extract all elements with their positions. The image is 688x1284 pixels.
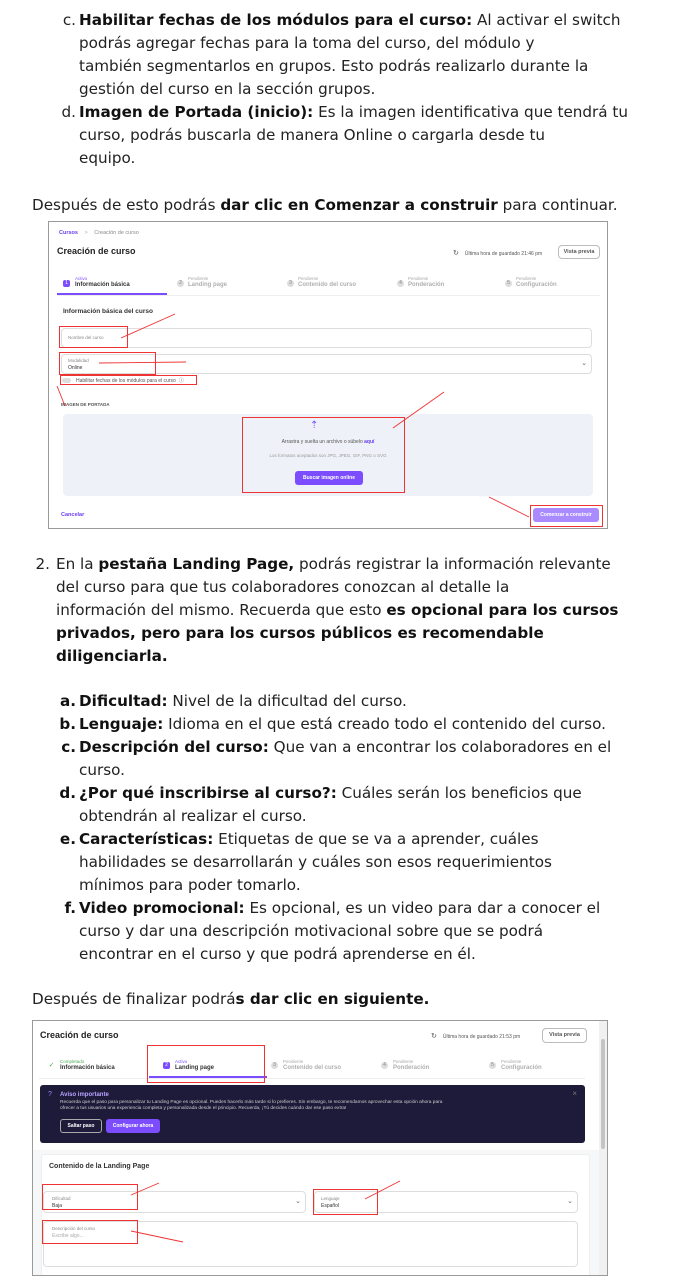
- check-icon: ✓: [48, 1062, 55, 1069]
- item-text: equipo.: [79, 149, 136, 167]
- item-title: Lenguaje:: [79, 715, 164, 733]
- save-time: Última hora de guardado 21:46 pm: [464, 251, 543, 257]
- tab-basic-info[interactable]: [39, 1049, 149, 1078]
- save-time: Última hora de guardado 21:53 pm: [442, 1034, 521, 1040]
- para-text: para continuar.: [497, 196, 618, 214]
- screenshot-landing-page: [32, 1020, 608, 1276]
- item-text: del curso para que tus colaboradores conozcan al detalle la: [56, 578, 510, 596]
- save-status: [453, 249, 542, 257]
- scrollbar[interactable]: [599, 1021, 607, 1276]
- tab-weighting[interactable]: [377, 1049, 487, 1078]
- section-title: Información básica del curso: [63, 308, 153, 315]
- switch-label: Habilitar fechas de los módulos para el curso: [76, 377, 176, 384]
- tab-status: Pendiente: [516, 276, 537, 281]
- modality-value: Online: [68, 365, 83, 371]
- para-text: Después de esto podrás: [32, 196, 221, 214]
- tab-basic-info[interactable]: [57, 268, 167, 295]
- item-text: también segmentarlos en grupos. Esto podrás realizarlo durante la: [79, 57, 589, 75]
- difficulty-value: Baja: [52, 1203, 63, 1209]
- paragraph-after-top: [32, 194, 618, 217]
- description-placeholder: Escribe algo...: [52, 1233, 84, 1239]
- item-text: gestión del curso en la sección grupos.: [79, 80, 376, 98]
- item-text: podrás agregar fechas para la toma del curso, del módulo y: [79, 34, 535, 52]
- annotation-box: [313, 1189, 378, 1215]
- info-icon: ⓘ: [178, 378, 184, 384]
- cover-label: IMAGEN DE PORTADA: [61, 402, 110, 407]
- item-text: habilidades se desarrollarán y cuáles son esos requerimientos: [79, 853, 552, 871]
- tab-course-content[interactable]: [267, 1049, 377, 1078]
- item-text: Nivel de la dificultad del curso.: [172, 692, 407, 710]
- list-marker: a.: [59, 692, 76, 710]
- difficulty-label: Dificultad: [52, 1196, 71, 1201]
- item-text: Es opcional, es un video para dar a conocer el: [249, 899, 601, 917]
- refresh-icon: ↻: [431, 1033, 437, 1040]
- tab-configuration[interactable]: [487, 1049, 585, 1078]
- refresh-icon: ↻: [453, 250, 459, 257]
- tab-status: Pendiente: [283, 1059, 304, 1064]
- tab-name: Información básica: [75, 282, 130, 288]
- tab-status: Pendiente: [501, 1059, 522, 1064]
- paragraph-after-bottom: [32, 988, 429, 1011]
- chevron-down-icon: ⌄: [581, 360, 587, 367]
- language-value: Español: [321, 1203, 340, 1209]
- item-text: curso y dar una descripción motivacional sobre que se podrá: [79, 922, 544, 940]
- item-text: información del mismo. Recuerda que esto: [56, 601, 387, 619]
- item-text: Etiquetas de que se va a aprender, cuáles: [218, 830, 539, 848]
- tab-name: Configuración: [516, 282, 557, 288]
- annotation-box: [59, 326, 128, 348]
- item-title: Dificultad:: [79, 692, 168, 710]
- tab-number: 5: [505, 280, 512, 287]
- item-text: En la: [56, 555, 99, 573]
- tab-name: Ponderación: [408, 282, 445, 288]
- page-title: Creación de curso: [40, 1030, 119, 1040]
- scrollbar-thumb[interactable]: [601, 1039, 605, 1149]
- para-bold: s dar clic en siguiente.: [235, 990, 430, 1008]
- list-marker: c.: [62, 11, 76, 29]
- tab-status: Completado: [60, 1059, 85, 1064]
- tab-name: Contenido del curso: [283, 1065, 342, 1071]
- tab-number: 1: [63, 280, 70, 287]
- item-bold: diligenciarla.: [56, 647, 168, 665]
- list-marker: 2.: [35, 555, 50, 573]
- item-title: ¿Por qué inscribirse al curso?:: [79, 784, 337, 802]
- notice-banner: [40, 1085, 585, 1143]
- tab-bar: [57, 268, 600, 296]
- item-title: Descripción del curso:: [79, 738, 269, 756]
- annotation-box: [530, 505, 603, 527]
- item-text: Que van a encontrar los colaboradores en el: [273, 738, 612, 756]
- notice-title: Aviso importante: [60, 1092, 109, 1098]
- list-marker: d.: [61, 103, 76, 121]
- tab-name: Información básica: [60, 1065, 115, 1071]
- item-title: Imagen de Portada (inicio):: [79, 103, 314, 121]
- list-marker: e.: [59, 830, 76, 848]
- item-text: curso, podrás buscarla de manera Online o cargarla desde tu: [79, 126, 546, 144]
- annotation-box: [60, 375, 197, 385]
- tab-status: Activo: [175, 1059, 188, 1064]
- item-bold: pestaña Landing Page,: [98, 555, 295, 573]
- item-text: Es la imagen identificativa que tendrá tu: [318, 103, 629, 121]
- item-bold: es opcional para los cursos: [386, 601, 619, 619]
- chevron-down-icon: ⌄: [295, 1198, 301, 1205]
- item-text: obtendrán al realizar el curso.: [79, 807, 307, 825]
- tab-name: Landing page: [188, 282, 227, 288]
- item-text: Al activar el switch: [477, 11, 621, 29]
- tab-number: 2: [163, 1062, 170, 1069]
- item-text: Cuáles serán los beneficios que: [341, 784, 582, 802]
- search-online-image-button[interactable]: Buscar imagen online: [295, 471, 363, 485]
- course-name-label: Nombre del curso: [68, 335, 104, 340]
- item-text: curso.: [79, 761, 125, 779]
- list-marker: c.: [61, 738, 76, 756]
- tab-course-content[interactable]: [277, 268, 387, 295]
- breadcrumb-sep: >: [84, 230, 88, 236]
- tab-name: Contenido del curso: [298, 282, 357, 288]
- preview-button[interactable]: Vista previa: [542, 1028, 587, 1043]
- save-status: [431, 1032, 520, 1040]
- item-title: Habilitar fechas de los módulos para el curso:: [79, 11, 473, 29]
- tab-status: Activo: [75, 276, 88, 281]
- annotation-box: [59, 352, 156, 375]
- notice-text: [60, 1100, 570, 1112]
- para-bold: dar clic en Comenzar a construir: [220, 196, 498, 214]
- tab-name: Landing page: [175, 1065, 214, 1071]
- notice-line: ofrecer a tus usuarios una experiencia completa y personalizada desde el principio. Recuerda, ¡Tú decides cuándo dar ese paso extra!: [60, 1106, 347, 1111]
- formats-text: Los formatos aceptados son JPG, JPEG, GIF, PNG o SVG: [269, 453, 387, 458]
- question-icon: ?: [48, 1091, 52, 1098]
- item-text: encontrar en el curso y que podrá aprenderse en él.: [79, 945, 476, 963]
- close-icon[interactable]: ×: [572, 1089, 577, 1098]
- language-label: Lenguaje: [321, 1196, 340, 1201]
- para-text: Después de finalizar podrá: [32, 990, 236, 1008]
- skip-step-button[interactable]: Saltar paso: [60, 1119, 102, 1133]
- tab-status: Pendiente: [188, 276, 209, 281]
- tab-landing-page[interactable]: [167, 268, 277, 295]
- breadcrumb: [59, 230, 139, 236]
- item-text: podrás registrar la información relevante: [294, 555, 611, 573]
- upload-link[interactable]: aquí: [364, 439, 375, 445]
- breadcrumb-root[interactable]: Cursos: [59, 230, 78, 236]
- section-title: Contenido de la Landing Page: [49, 1163, 150, 1170]
- list-marker: d.: [59, 784, 76, 802]
- tab-status: Pendiente: [408, 276, 429, 281]
- annotation-box: [42, 1184, 138, 1210]
- cancel-link[interactable]: Cancelar: [61, 512, 85, 518]
- tab-weighting[interactable]: [387, 268, 497, 295]
- item-title: Video promocional:: [79, 899, 245, 917]
- upload-cloud-icon: ⇡: [310, 420, 319, 431]
- screenshot-course-creation: [48, 221, 608, 529]
- tab-status: Pendiente: [298, 276, 319, 281]
- tab-status: Pendiente: [393, 1059, 414, 1064]
- drop-instruction: Arrastra y suelta un archivo o súbelo: [281, 439, 363, 445]
- notice-line: Recuerda que el paso para personalizar tu Landing Page es opcional. Puedes hacerlo más tarde si lo prefieres. Sin embargo, te recomendamos aprovechar esta opción ahora para: [60, 1100, 443, 1105]
- annotation-box: [242, 417, 405, 493]
- page-title: Creación de curso: [57, 246, 136, 256]
- chevron-down-icon: ⌄: [567, 1198, 573, 1205]
- modality-label: Modalidad: [68, 358, 89, 363]
- annotation-box: [147, 1045, 265, 1083]
- tab-name: Configuración: [501, 1065, 542, 1071]
- item-bold: privados, pero para los cursos públicos es recomendable: [56, 624, 544, 642]
- course-name-input[interactable]: [61, 328, 592, 348]
- list-marker: b.: [59, 715, 76, 733]
- tab-name: Ponderación: [393, 1065, 430, 1071]
- start-building-button[interactable]: Comenzar a construir: [533, 508, 599, 522]
- item-title: Características:: [79, 830, 214, 848]
- preview-button[interactable]: Vista previa: [558, 245, 600, 259]
- tab-number: 5: [489, 1062, 496, 1069]
- tab-number: 2: [177, 280, 184, 287]
- tab-number: 3: [287, 280, 294, 287]
- configure-now-button[interactable]: Configurar ahora: [106, 1119, 160, 1133]
- tab-configuration[interactable]: [497, 268, 600, 295]
- list-marker: f.: [64, 899, 76, 917]
- item-text: mínimos para poder tomarlo.: [79, 876, 301, 894]
- breadcrumb-current: Creación de curso: [94, 230, 139, 236]
- tab-number: 3: [271, 1062, 278, 1069]
- tab-number: 4: [381, 1062, 388, 1069]
- tab-bar: [39, 1049, 585, 1079]
- tab-number: 4: [397, 280, 404, 287]
- item-text: Idioma en el que está creado todo el contenido del curso.: [168, 715, 606, 733]
- description-label: Descripción del curso: [52, 1226, 96, 1231]
- annotation-box: [42, 1220, 138, 1244]
